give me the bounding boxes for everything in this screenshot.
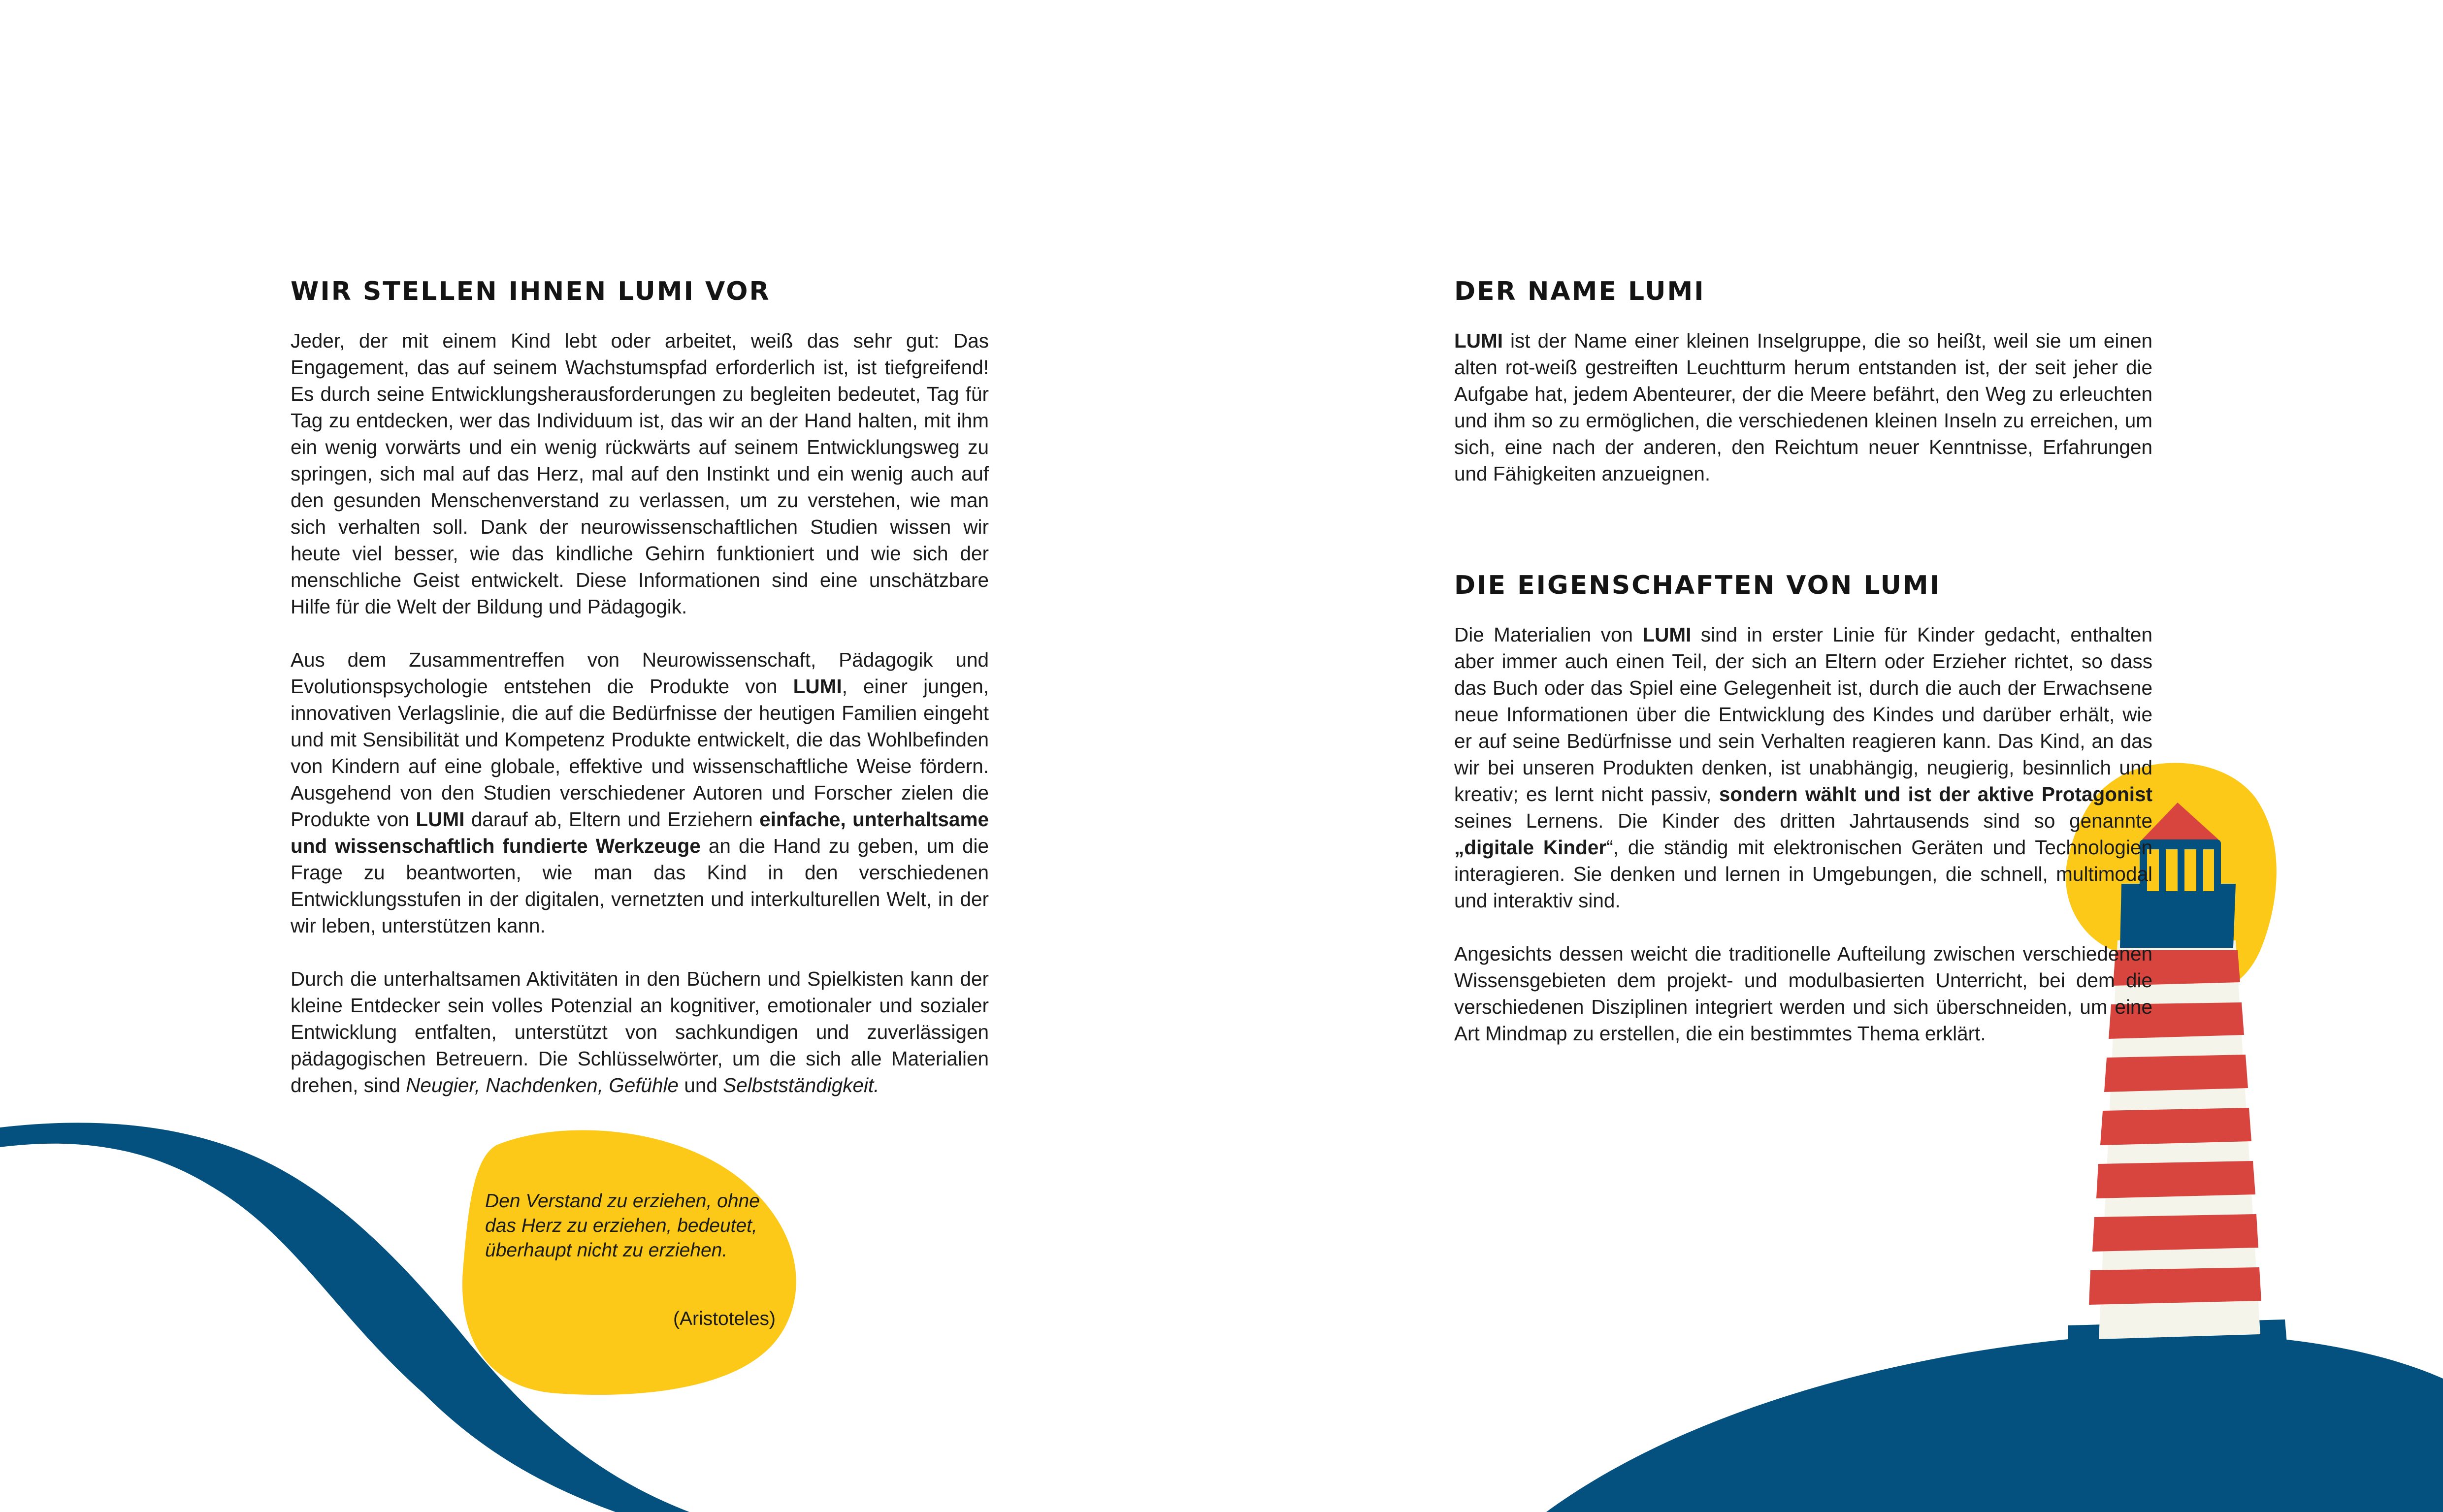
lumi-brand-bold: LUMI: [1642, 623, 1692, 646]
keyword-italic: Selbstständigkeit.: [723, 1074, 879, 1096]
lumi-brand-bold: LUMI: [1454, 329, 1503, 352]
name-paragraph: [1454, 327, 2152, 487]
text-run: ist der Name einer kleinen Inselgruppe, die so heißt, weil sie um einen alten rot-weiß gestreiften Leuchtturm herum entstanden ist, der seit jeher die Aufgabe hat, jedem Abenteurer, der die Meere befährt, den Weg zu erleuchten und ihm so zu ermöglichen, die verschiedenen kleinen Inseln zu erreichen, um sich, eine nach der anderen, den Reichtum neuer Kenntnisse, Erfahrungen und Fähigkeiten anzueignen.: [1454, 329, 2152, 485]
keywords-italic: Neugier, Nachdenken, Gefühle: [406, 1074, 679, 1096]
intro-paragraph-3: [291, 965, 989, 1098]
lumi-brand-bold: LUMI: [793, 675, 842, 698]
name-heading: DER NAME LUMI: [1454, 277, 1705, 306]
emphasis-bold: „digitale Kinder: [1454, 836, 1607, 859]
text-run: sind in erster Linie für Kinder gedacht, enthalten aber immer auch einen Teil, der sich an Eltern oder Erzieher richtet, so dass das Buch oder das Spiel eine Gelegenheit ist, durch die auch der Erwachsene neue Informationen über die Entwicklung des Kindes und darüber erhält, wie er auf seine Bedürfnisse und sein Verhalten reagieren kann.: [1454, 623, 2152, 752]
emphasis-bold: sondern wählt und ist der aktive Protagonist: [1719, 783, 2152, 805]
features-heading: DIE EIGENSCHAFTEN VON LUMI: [1454, 571, 1941, 600]
text-run: Das Kind, an das wir bei unseren Produkten denken, ist unabhängig, neugierig, besinnlich und kreativ; es lernt nicht passiv,: [1454, 730, 2152, 805]
features-paragraph-1: [1454, 621, 2152, 914]
features-section: [1454, 567, 2152, 1073]
island-hill: [1546, 1334, 2443, 1512]
text-run: an die Hand zu geben, um die Frage zu beantworten, wie man das Kind in den verschiedenen Entwicklungsstufen in der digitalen, vernetzten und interkulturellen Welt, in der wir leben, unterstützen kann.: [291, 835, 989, 937]
intro-paragraph-1: Jeder, der mit einem Kind lebt oder arbeitet, weiß das sehr gut: Das Engagement, das auf seinem Wachstumspfad erforderlich ist, ist tiefgreifend! Es durch seine Entwicklungsherausforderungen zu begleiten bedeutet, Tag für Tag zu entdecken, wer das Individuum ist, das wir an der Hand halten, mit ihm ein wenig vorwärts und ein wenig rückwärts auf seinem Entwicklungsweg zu springen, sich mal auf das Herz, mal auf den Instinkt und ein wenig auch auf den gesunden Menschenverstand zu verlassen, um zu verstehen, wie man sich verhalten soll. Dank der neurowissenschaftlichen Studien wissen wir heute viel besser, wie das kindliche Gehirn funktioniert und wie sich der menschliche Geist entwickelt. Diese Informationen sind eine unschätzbare Hilfe für die Welt der Bildung und Pädagogik.: [291, 329, 989, 618]
lumi-brand-bold: LUMI: [416, 808, 465, 831]
left-column: [291, 273, 989, 1125]
intro-paragraph-2: [291, 646, 989, 939]
text-run: , einer jungen, innovativen Verlagslinie, die auf die Bedürfnisse der heutigen Familien eingeht und mit Sensibilität und Kompetenz Produkte entwickelt, die das Wohlbefinden von Kindern auf eine globale, effektive und wissenschaftliche Weise fördern. Ausgehend von den Studien verschiedener Autoren und Forscher zielen die Produkte von: [291, 675, 989, 831]
quote-author: (Aristoteles): [673, 1308, 776, 1329]
text-run: seines Lernens. Die Kinder des dritten Jahrtausends sind so genannte: [1454, 809, 2152, 832]
emphasis-bold: einfache, unterhaltsame und wissenschaftlich fundierte Werkzeuge: [291, 808, 989, 857]
text-run: Aus dem Zusammentreffen von Neurowissenschaft, Pädagogik und Evolutionspsychologie entstehen die Produkte von: [291, 648, 989, 698]
text-run: und: [679, 1074, 723, 1096]
intro-heading: WIR STELLEN IHNEN LUMI VOR: [291, 277, 771, 306]
text-run: darauf ab, Eltern und Erziehern: [464, 808, 760, 831]
quote-text: Den Verstand zu erziehen, ohne das Herz zu erziehen, bedeutet, überhaupt nicht zu erziehen.: [485, 1190, 760, 1261]
features-paragraph-2: Angesichts dessen weicht die traditionelle Aufteilung zwischen verschiedenen Wissensgebieten dem projekt- und modulbasierten Unterricht, bei dem die verschiedenen Disziplinen integriert werden und sich überschneiden, um eine Art Mindmap zu erstellen, die ein bestimmtes Thema erklärt.: [1454, 942, 2152, 1045]
text-run: “, die ständig mit elektronischen Geräten und Technologien interagieren. Sie denken und lernen in Umgebungen, die schnell, multimodal und interaktiv sind.: [1454, 836, 2152, 912]
text-run: Die Materialien von: [1454, 623, 1643, 646]
text-run: Durch die unterhaltsamen Aktivitäten in den Büchern und Spielkisten kann der kleine Entdecker sein volles Potenzial an kognitiver, emotionaler und sozialer Entwicklung entfalten, unterstützt von sachkundigen und zuverlässigen pädagogischen Betreuern. Die Schlüsselwörter, um die sich alle Materialien drehen, sind: [291, 967, 989, 1096]
name-section: [1454, 273, 2152, 514]
